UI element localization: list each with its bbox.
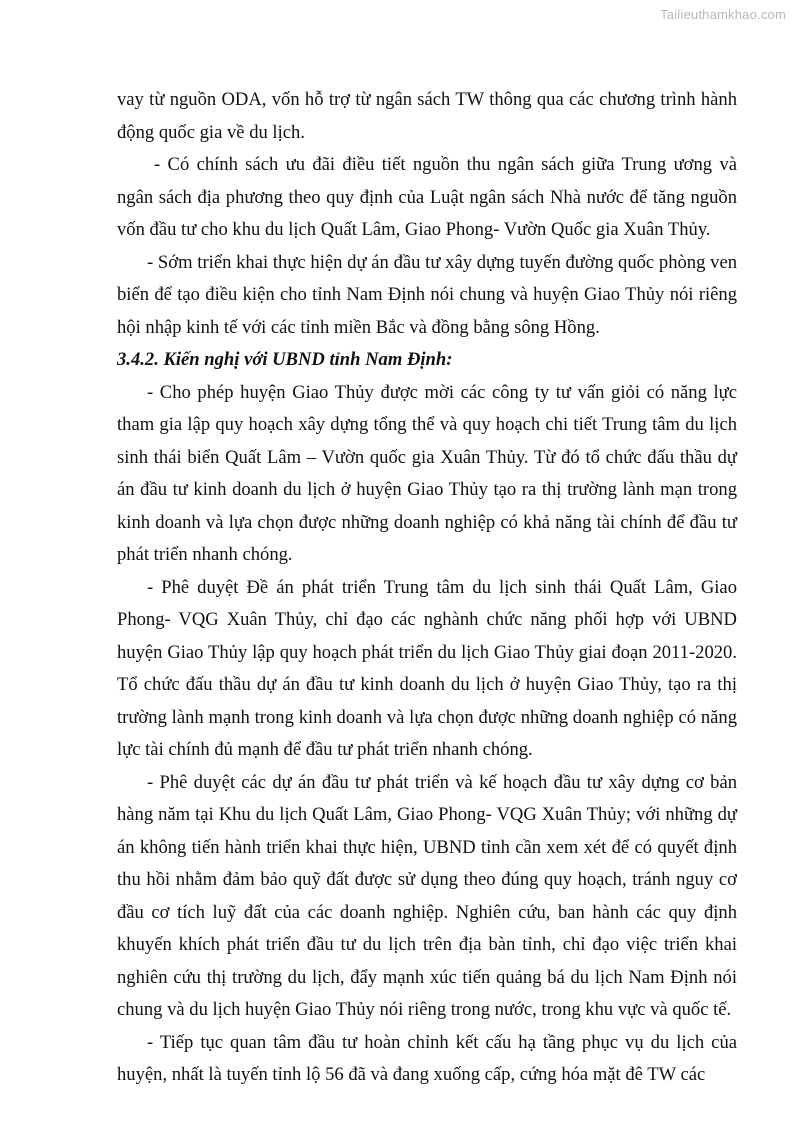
watermark: Tailieuthamkhao.com <box>660 7 786 22</box>
section-heading: 3.4.2. Kiến nghị với UBND tỉnh Nam Định: <box>117 349 453 370</box>
paragraph: vay từ nguồn ODA, vốn hỗ trợ từ ngân sách TW thông qua các chương trình hành động quốc gia về du lịch. <box>117 89 737 143</box>
paragraph: - Có chính sách ưu đãi điều tiết nguồn thu ngân sách giữa Trung ương và ngân sách địa phương theo quy định của Luật ngân sách Nhà nước để tăng nguồn vốn đầu tư cho khu du lịch Quất Lâm, Giao Phong- Vườn Quốc gia Xuân Thủy. <box>117 154 737 240</box>
document-body <box>117 84 737 1092</box>
paragraph: - Tiếp tục quan tâm đầu tư hoàn chỉnh kết cấu hạ tầng phục vụ du lịch của huyện, nhất là tuyến tỉnh lộ 56 đã và đang xuống cấp, cứng hóa mặt đê TW các <box>117 1031 737 1085</box>
paragraph: - Sớm triển khai thực hiện dự án đầu tư xây dựng tuyến đường quốc phòng ven biển để tạo điều kiện cho tỉnh Nam Định nói chung và huyện Giao Thủy nói riêng hội nhập kinh tế với các tỉnh miền Bắc và đồng bằng sông Hồng. <box>117 251 737 338</box>
paragraph: - Phê duyệt Đề án phát triển Trung tâm du lịch sinh thái Quất Lâm, Giao Phong- VQG Xuân Thủy, chỉ đạo các nghành chức năng phối hợp với UBND huyện Giao Thủy lập quy hoạch phát triển du lịch Giao Thủy giai đoạn 2011-2020. Tổ chức đấu thầu dự án đầu tư kinh doanh du lịch ở huyện Giao Thủy, tạo ra thị trường lành mạnh trong kinh doanh và lựa chọn được những doanh nghiệp có năng lực tài chính đủ mạnh để đầu tư phát triển nhanh chóng. <box>117 576 737 760</box>
paragraph: - Phê duyệt các dự án đầu tư phát triển và kế hoạch đầu tư xây dựng cơ bản hàng năm tại Khu du lịch Quất Lâm, Giao Phong- VQG Xuân Thủy; với những dự án không tiến hành triển khai thực hiện, UBND tỉnh cần xem xét để có quyết định thu hồi nhằm đảm bảo quỹ đất được sử dụng theo đúng quy hoạch, tránh nguy cơ đầu cơ tích luỹ đất của các doanh nghiệp. Nghiên cứu, ban hành các quy định khuyến khích phát triển đầu tư du lịch trên địa bàn tỉnh, chỉ đạo việc triển khai nghiên cứu thị trường du lịch, đẩy mạnh xúc tiến quảng bá du lịch Nam Định nói chung và du lịch huyện Giao Thủy nói riêng trong nước, trong khu vực và quốc tế. <box>117 771 737 1020</box>
paragraph: - Cho phép huyện Giao Thủy được mời các công ty tư vấn giỏi có năng lực tham gia lập quy hoạch xây dựng tổng thể và quy hoạch chi tiết Trung tâm du lịch sinh thái biển Quất Lâm – Vườn quốc gia Xuân Thủy. Từ đó tổ chức đấu thầu dự án đầu tư kinh doanh du lịch ở huyện Giao Thủy tạo ra thị trường lành mạn trong kinh doanh và lựa chọn được những doanh nghiệp có khả năng tài chính để đầu tư phát triển nhanh chóng. <box>117 381 737 565</box>
